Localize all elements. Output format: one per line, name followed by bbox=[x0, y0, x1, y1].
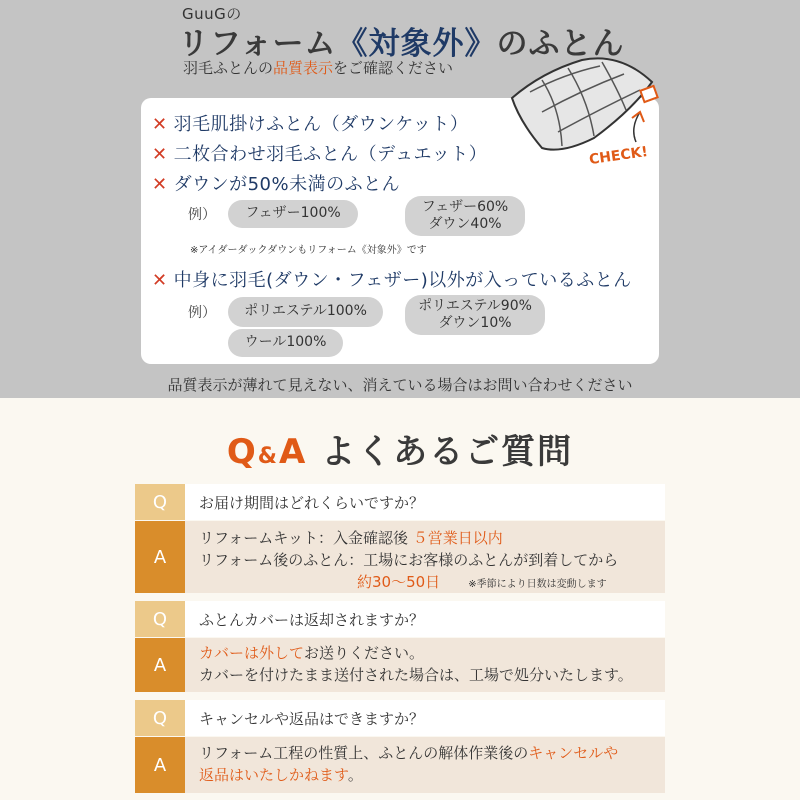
x-mark-icon: ✕ bbox=[152, 270, 168, 291]
question-text: お届け期間はどれくらいですか？ bbox=[185, 484, 665, 520]
question-text: キャンセルや返品はできますか？ bbox=[185, 700, 665, 736]
answer-note: ※季節により日数は変動します bbox=[468, 579, 607, 590]
answer-line bbox=[199, 571, 665, 596]
exclusion-item-label: 羽毛肌掛けふとん（ダウンケット） bbox=[173, 114, 469, 135]
x-mark-icon: ✕ bbox=[152, 144, 168, 165]
answer-highlight: カバーは外して bbox=[199, 644, 305, 662]
question-text: ふとんカバーは返却されますか？ bbox=[185, 601, 665, 637]
answer-line bbox=[199, 527, 665, 549]
answer-text bbox=[185, 737, 665, 793]
example-pill bbox=[405, 295, 545, 335]
a-badge: A bbox=[135, 638, 185, 692]
answer-segment: 。 bbox=[347, 766, 363, 784]
x-mark-icon: ✕ bbox=[152, 174, 168, 195]
answer-text bbox=[185, 521, 665, 593]
answer-highlight: キャンセルや bbox=[528, 744, 619, 762]
subtitle-highlight: 品質表示 bbox=[273, 59, 334, 77]
faq-answer-2 bbox=[135, 638, 665, 692]
example-pill: ウール100% bbox=[228, 329, 343, 357]
subtitle bbox=[183, 57, 453, 78]
q-badge: Q bbox=[135, 601, 185, 637]
exclusion-item-label: ダウンが50%未満のふとん bbox=[173, 174, 401, 195]
footer-note: 品質表示が薄れて見えない、消えている場合はお問い合わせください bbox=[167, 376, 633, 394]
qa-title-q: Q bbox=[226, 432, 258, 472]
a-badge: A bbox=[135, 737, 185, 793]
a-badge: A bbox=[135, 521, 185, 593]
faq-answer-1 bbox=[135, 521, 665, 593]
exclusion-item-2 bbox=[152, 140, 487, 166]
example-pill bbox=[405, 196, 525, 236]
example-pill: ポリエステル100% bbox=[228, 297, 383, 327]
answer-line bbox=[199, 742, 665, 764]
answer-segment: リフォーム工程の性質上、ふとんの解体作業後の bbox=[199, 744, 529, 762]
answer-segment: リフォームキット：入金確認後 bbox=[199, 529, 408, 547]
qa-title bbox=[0, 424, 800, 473]
example-label: 例） bbox=[188, 207, 216, 223]
answer-segment: お送りください。 bbox=[304, 644, 425, 662]
answer-line: リフォーム後のふとん：工場にお客様のふとんが到着してから bbox=[199, 551, 619, 569]
answer-highlight: 返品はいたしかねます bbox=[199, 766, 348, 784]
q-badge: Q bbox=[135, 700, 185, 736]
pill-line: ダウン10% bbox=[438, 315, 512, 331]
exclusion-item-label: 中身に羽毛(ダウン・フェザー)以外が入っているふとん bbox=[173, 270, 632, 291]
pill-line: ポリエステル90% bbox=[418, 297, 532, 314]
title-part-1: リフォーム bbox=[178, 26, 337, 62]
qa-title-a: A bbox=[278, 432, 308, 472]
check-label: CHECK! bbox=[588, 143, 649, 169]
answer-text bbox=[185, 638, 665, 692]
faq-answer-3 bbox=[135, 737, 665, 793]
pill-line: ダウン40% bbox=[428, 216, 502, 232]
x-mark-icon: ✕ bbox=[152, 114, 168, 135]
faq-question-3 bbox=[135, 700, 665, 736]
answer-line: カバーを付けたまま送付された場合は、工場で処分いたします。 bbox=[199, 666, 633, 684]
subtitle-part-1: 羽毛ふとんの bbox=[183, 59, 274, 77]
pill-line: フェザー60% bbox=[421, 198, 509, 215]
faq-question-2 bbox=[135, 601, 665, 637]
exclusion-item-3 bbox=[152, 170, 400, 196]
answer-line bbox=[199, 642, 665, 664]
answer-highlight: 約30〜50日 bbox=[357, 573, 441, 591]
brand-label: GuuGの bbox=[182, 5, 242, 23]
exclusion-item-label: 二枚合わせ羽毛ふとん（デュエット） bbox=[173, 144, 488, 165]
subtitle-part-3: をご確認ください bbox=[333, 59, 454, 77]
answer-highlight: ５営業日以内 bbox=[412, 529, 503, 547]
exclusion-item-4 bbox=[152, 266, 632, 292]
answer-line bbox=[199, 764, 665, 786]
q-badge: Q bbox=[135, 484, 185, 520]
exclusion-item-1 bbox=[152, 110, 468, 136]
qa-title-rest: よくあるご質問 bbox=[307, 432, 574, 472]
title-part-3: のふとん bbox=[496, 26, 625, 62]
footnote: ※アイダーダックダウンもリフォーム《対象外》です bbox=[190, 245, 427, 256]
title-part-2: 《対象外》 bbox=[336, 26, 497, 62]
faq-question-1 bbox=[135, 484, 665, 520]
qa-title-amp: & bbox=[257, 444, 279, 469]
example-label: 例） bbox=[188, 305, 216, 321]
example-pill: フェザー100% bbox=[228, 200, 358, 228]
qa-mark bbox=[227, 432, 307, 472]
